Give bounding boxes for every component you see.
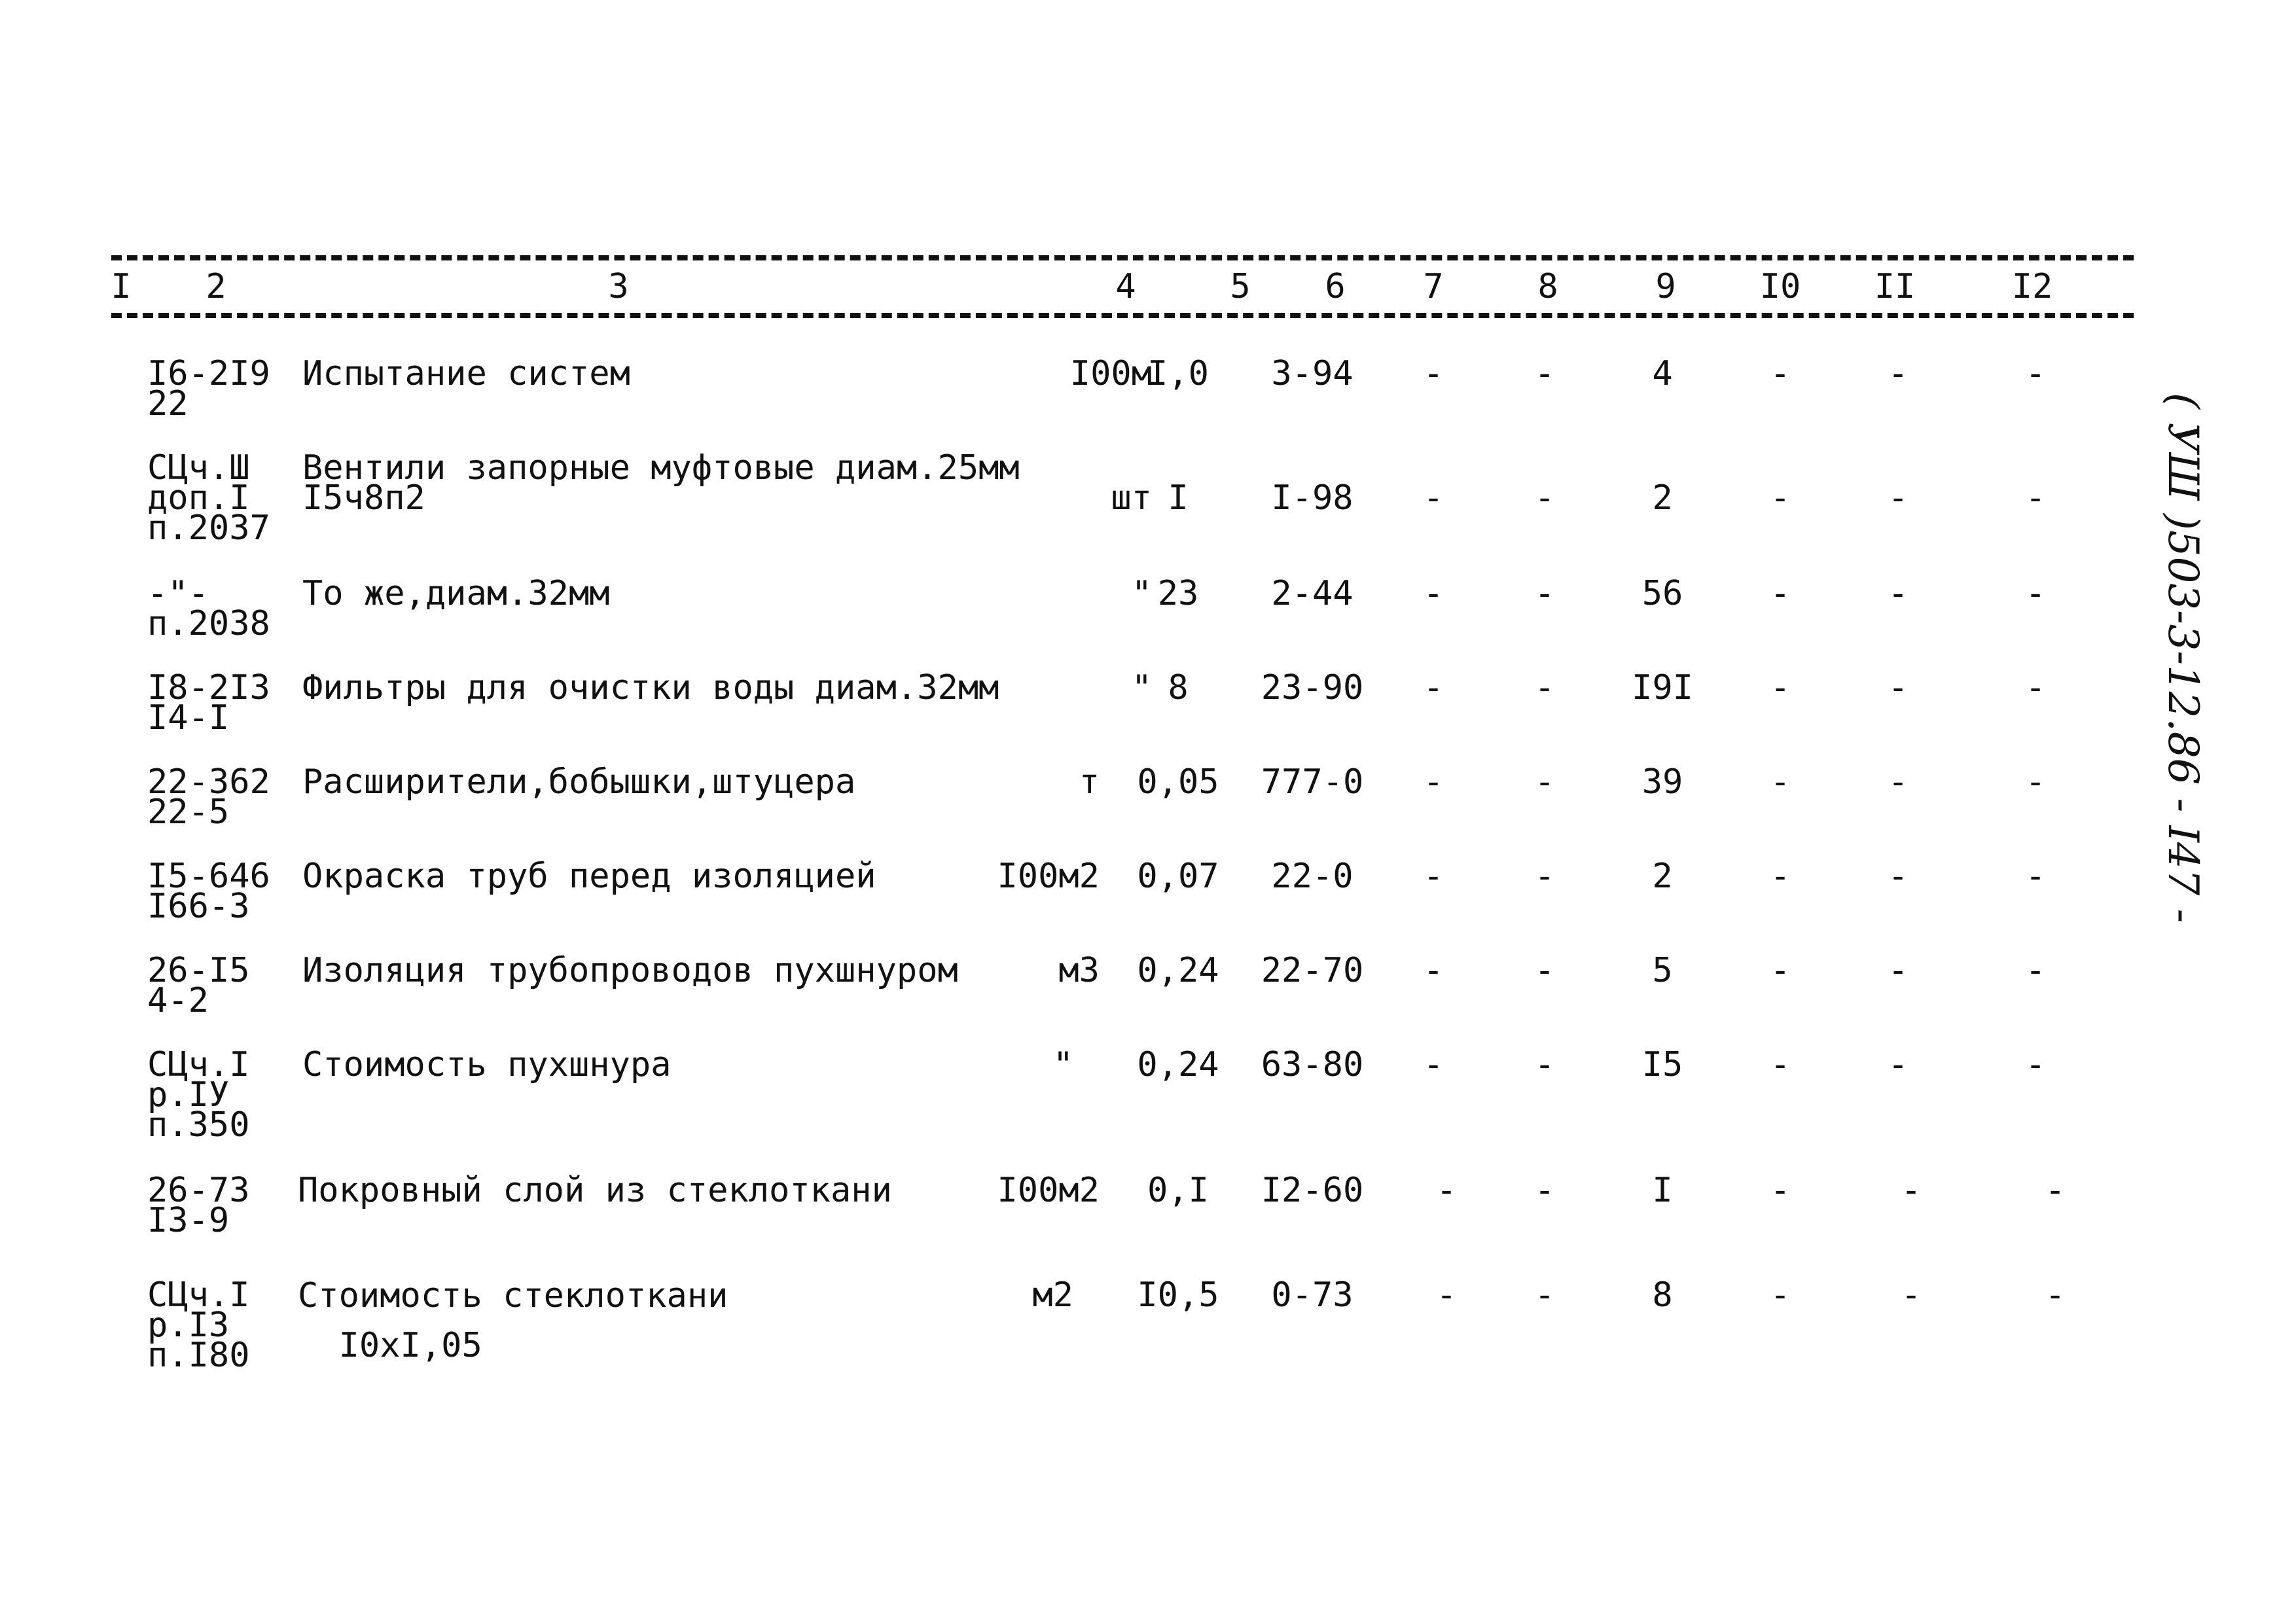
row-col10: - xyxy=(1770,951,1791,990)
row-col12: - xyxy=(2025,668,2046,707)
row-quantity: I0,5 xyxy=(1137,1275,1219,1315)
row-col9: 39 xyxy=(1641,762,1683,802)
header-top-rule xyxy=(111,255,2134,260)
row-code: СЦч.Ш доп.I п.2037 xyxy=(147,448,270,548)
row-price: 23-90 xyxy=(1261,668,1364,707)
row-col8: - xyxy=(1534,1045,1555,1084)
row-col11: - xyxy=(1888,762,1909,802)
header-col-8: 8 xyxy=(1537,267,1558,306)
row-col8: - xyxy=(1534,354,1555,393)
row-code: -"- п.2038 xyxy=(147,574,270,643)
header-col-10: I0 xyxy=(1759,267,1801,306)
row-unit: т xyxy=(1079,762,1100,802)
row-description: Испытание систем xyxy=(302,354,630,393)
row-price: 0-73 xyxy=(1271,1275,1354,1315)
row-price: I-98 xyxy=(1271,478,1354,518)
row-col8: - xyxy=(1534,1275,1555,1315)
row-col7: - xyxy=(1423,354,1444,393)
row-price: 22-0 xyxy=(1271,857,1354,896)
row-col12: - xyxy=(2025,762,2046,802)
header-col-4: 4 xyxy=(1115,267,1136,306)
row-col7: - xyxy=(1436,1171,1457,1210)
row-price: 2-44 xyxy=(1271,574,1354,613)
row-col10: - xyxy=(1770,574,1791,613)
row-col12: - xyxy=(2025,478,2046,518)
row-col10: - xyxy=(1770,1171,1791,1210)
sheet-designation: ( УШ )503-3-12.86 - I47 - xyxy=(2159,393,2207,923)
row-description: Вентили запорные муфтовые диам.25мм I5ч8п2 xyxy=(302,448,1020,518)
row-description: Фильтры для очистки воды диам.32мм xyxy=(302,668,999,707)
row-col10: - xyxy=(1770,762,1791,802)
row-code: 26-I5 4-2 xyxy=(147,951,250,1020)
row-col8: - xyxy=(1534,668,1555,707)
row-code: 26-73 I3-9 xyxy=(147,1171,250,1240)
row-col9: 8 xyxy=(1652,1275,1673,1315)
header-col-2: 2 xyxy=(206,267,226,306)
header-col-11: II xyxy=(1874,267,1916,306)
row-col7: - xyxy=(1423,857,1444,896)
row-quantity: 23 xyxy=(1157,574,1199,613)
row-col8: - xyxy=(1534,478,1555,518)
row-quantity: I xyxy=(1168,478,1189,518)
row-price: I2-60 xyxy=(1261,1171,1364,1210)
row-col11: - xyxy=(1888,1045,1909,1084)
row-col9: 5 xyxy=(1652,951,1673,990)
row-unit: " xyxy=(1131,668,1152,707)
row-description: Покровный слой из стеклоткани xyxy=(298,1171,892,1210)
header-col-7: 7 xyxy=(1423,267,1444,306)
header-bottom-rule xyxy=(111,313,2134,318)
row-col7: - xyxy=(1423,668,1444,707)
row-unit: " xyxy=(1131,574,1152,613)
row-quantity: I,0 xyxy=(1147,354,1209,393)
row-code: I5-646 I66-3 xyxy=(147,857,270,926)
header-col-6: 6 xyxy=(1325,267,1346,306)
row-col12: - xyxy=(2025,574,2046,613)
row-col8: - xyxy=(1534,951,1555,990)
row-price: 22-70 xyxy=(1261,951,1364,990)
row-description: Расширители,бобышки,штуцера xyxy=(302,762,856,802)
row-col12: - xyxy=(2025,951,2046,990)
row-code: СЦч.I р.I3 п.I80 xyxy=(147,1275,250,1375)
row-col8: - xyxy=(1534,857,1555,896)
row-col7: - xyxy=(1423,478,1444,518)
header-col-1: I xyxy=(111,267,132,306)
row-col12: - xyxy=(2045,1275,2066,1315)
row-unit: м2 xyxy=(1032,1275,1073,1315)
row-col10: - xyxy=(1770,1275,1791,1315)
row-col8: - xyxy=(1534,762,1555,802)
row-description: То же,диам.32мм xyxy=(302,574,610,613)
row-col12: - xyxy=(2045,1171,2066,1210)
row-col8: - xyxy=(1534,1171,1555,1210)
row-col7: - xyxy=(1436,1275,1457,1315)
row-col11: - xyxy=(1888,354,1909,393)
row-price: 777-0 xyxy=(1261,762,1364,802)
row-col10: - xyxy=(1770,478,1791,518)
row-col9: I5 xyxy=(1641,1045,1683,1084)
row-quantity: 0,I xyxy=(1147,1171,1209,1210)
row-quantity: 8 xyxy=(1168,668,1189,707)
row-unit: шт xyxy=(1111,478,1152,518)
header-col-5: 5 xyxy=(1230,267,1251,306)
header-col-12: I2 xyxy=(2011,267,2053,306)
row-unit: I00м2 xyxy=(997,857,1100,896)
row-description: Окраска труб перед изоляцией xyxy=(302,857,876,896)
row-col12: - xyxy=(2025,857,2046,896)
row-col7: - xyxy=(1423,951,1444,990)
row-col9: I9I xyxy=(1632,668,1693,707)
row-quantity: 0,24 xyxy=(1137,951,1219,990)
row-col12: - xyxy=(2025,354,2046,393)
row-col10: - xyxy=(1770,857,1791,896)
row-unit: " xyxy=(1052,1045,1073,1084)
row-col10: - xyxy=(1770,1045,1791,1084)
row-col11: - xyxy=(1888,857,1909,896)
row-code: I8-2I3 I4-I xyxy=(147,668,270,738)
row-quantity: 0,24 xyxy=(1137,1045,1219,1084)
row-col9: 4 xyxy=(1652,354,1673,393)
header-col-3: 3 xyxy=(608,267,629,306)
row-col9: 2 xyxy=(1652,857,1673,896)
row-description: Стоимость стеклоткани I0хI,05 xyxy=(298,1276,728,1365)
row-price: 3-94 xyxy=(1271,354,1354,393)
row-quantity: 0,05 xyxy=(1137,762,1219,802)
row-description: Изоляция трубопроводов пухшнуром xyxy=(302,951,958,990)
row-col11: - xyxy=(1888,951,1909,990)
row-col11: - xyxy=(1888,478,1909,518)
row-col11: - xyxy=(1901,1171,1922,1210)
row-col10: - xyxy=(1770,354,1791,393)
row-unit: м3 xyxy=(1058,951,1100,990)
row-col7: - xyxy=(1423,762,1444,802)
row-unit: I00м xyxy=(1069,354,1152,393)
row-code: СЦч.I р.IУ п.350 xyxy=(147,1045,250,1145)
row-code: 22-362 22-5 xyxy=(147,762,270,832)
row-description: Стоимость пухшнура xyxy=(302,1045,672,1084)
row-col7: - xyxy=(1423,1045,1444,1084)
row-col9: 56 xyxy=(1641,574,1683,613)
row-col7: - xyxy=(1423,574,1444,613)
row-code: I6-2I9 22 xyxy=(147,354,270,423)
row-col12: - xyxy=(2025,1045,2046,1084)
row-quantity: 0,07 xyxy=(1137,857,1219,896)
header-col-9: 9 xyxy=(1655,267,1676,306)
row-price: 63-80 xyxy=(1261,1045,1364,1084)
row-col9: 2 xyxy=(1652,478,1673,518)
row-col10: - xyxy=(1770,668,1791,707)
row-unit: I00м2 xyxy=(997,1171,1100,1210)
row-col8: - xyxy=(1534,574,1555,613)
row-col11: - xyxy=(1888,574,1909,613)
row-col11: - xyxy=(1901,1275,1922,1315)
row-col9: I xyxy=(1652,1171,1673,1210)
row-col11: - xyxy=(1888,668,1909,707)
